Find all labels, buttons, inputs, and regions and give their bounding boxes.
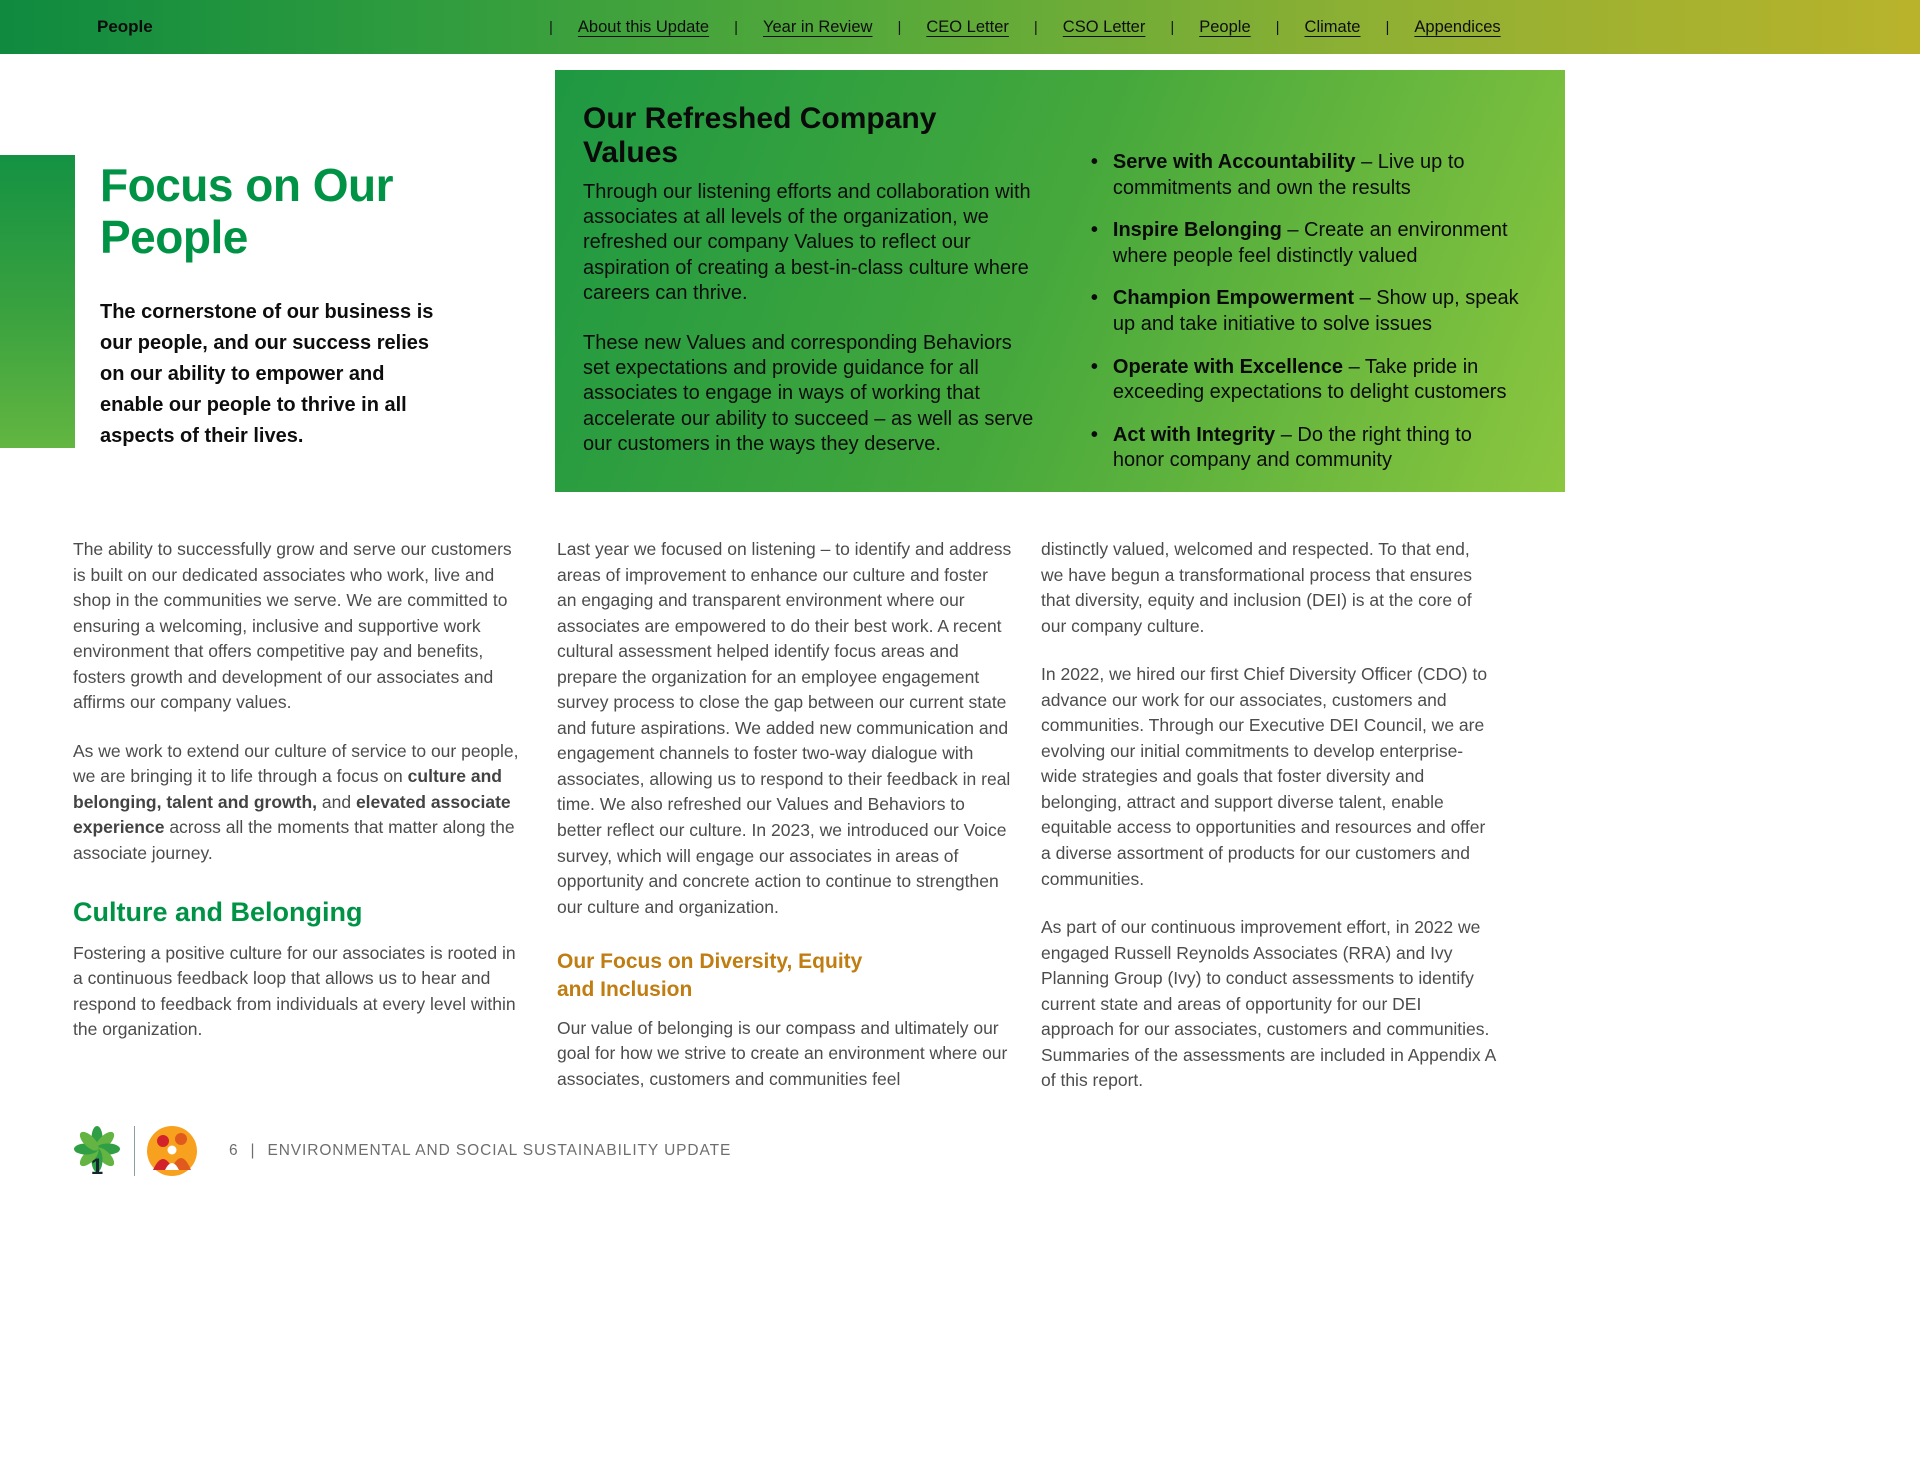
page-number: 6 xyxy=(229,1142,239,1159)
paragraph: distinctly valued, welcomed and respected. To that end, we have begun a transformational process that ensures that diversity, equity and inclusion (DEI) is at the core of our company culture. xyxy=(1041,539,1472,636)
values-list xyxy=(1089,150,1525,474)
value-desc: – Create an environment where people feel distinctly valued xyxy=(1112,219,1508,267)
value-name: Serve with Accountability xyxy=(1112,151,1356,173)
nav-link-cso-letter[interactable]: CSO Letter xyxy=(1062,17,1146,36)
footer-separator: | xyxy=(250,1142,256,1159)
value-desc: – Do the right thing to honor company and community xyxy=(1112,423,1472,472)
value-name: Inspire Belonging xyxy=(1112,219,1282,242)
hero-section xyxy=(100,160,500,452)
nav-current-section-label: People xyxy=(97,17,153,36)
nav-link-ceo-letter[interactable]: CEO Letter xyxy=(926,17,1009,36)
nav-separator: | xyxy=(897,18,902,36)
value-name: Act with Integrity xyxy=(1112,423,1276,446)
bold-text-segment: culture and belonging, talent and growth, xyxy=(73,766,502,812)
nav-links xyxy=(524,0,1501,54)
body-column-2 xyxy=(557,537,1012,1117)
text-segment: As we work to extend our culture of service to our people, we are bringing it to life through a focus on xyxy=(73,740,519,787)
body-column-1 xyxy=(73,537,528,1117)
nav-separator: | xyxy=(734,18,738,36)
page-title-line-2: People xyxy=(100,210,248,263)
value-desc: – Show up, speak up and take initiative to solve issues xyxy=(1112,287,1519,335)
nav-link-appendices[interactable]: Appendices xyxy=(1414,17,1501,36)
nav-separator: | xyxy=(1170,18,1175,36)
value-desc: – Take pride in exceeding expectations to delight customers xyxy=(1112,355,1507,404)
values-panel-list-column xyxy=(1089,100,1525,472)
value-name: Champion Empowerment xyxy=(1112,287,1355,310)
top-nav-bar xyxy=(0,0,1920,54)
nav-separator: | xyxy=(1275,18,1280,36)
footer-report-title: ENVIRONMENTAL AND SOCIAL SUSTAINABILITY UPDATE xyxy=(267,1142,732,1159)
nav-link-year-in-review[interactable]: Year in Review xyxy=(762,17,873,36)
nav-separator: | xyxy=(1033,18,1038,36)
nav-link-about-this-update[interactable]: About this Update xyxy=(577,17,710,36)
paragraph: Our value of belonging is our compass and ultimately our goal for how we strive to create an environment where our associates, customers and communities feel xyxy=(557,1017,1008,1089)
footer-text xyxy=(229,1142,731,1160)
leaf-brand-logo-icon xyxy=(70,1124,124,1178)
values-panel-title: Our Refreshed Company Values xyxy=(583,102,937,169)
nav-link-people[interactable]: People xyxy=(1199,17,1251,36)
page-title xyxy=(100,160,500,263)
values-panel-left-column xyxy=(583,100,1039,466)
nav-separator: | xyxy=(1385,18,1390,36)
values-paragraph-2: These new Values and corresponding Behaviors set expectations and provide guidance for all associates to engage in ways of working that accelerate our ability to succeed – as well as serve our customers in the ways they deserve. xyxy=(583,331,1034,455)
hero-accent-strip xyxy=(0,155,75,448)
family-brand-logo-icon xyxy=(145,1124,199,1178)
value-item-operate-with-excellence xyxy=(1089,355,1525,406)
culture-and-belonging-heading: Culture and Belonging xyxy=(73,896,363,927)
page-footer xyxy=(70,1120,731,1182)
dei-heading: Our Focus on Diversity, Equity and Inclusion xyxy=(557,950,863,1001)
nav-separator: | xyxy=(549,18,553,36)
body-columns xyxy=(73,537,1497,1117)
hero-intro-text: The cornerstone of our business is our people, and our success relies on our ability to empower and enable our people to thrive in all aspects of their lives. xyxy=(100,301,434,448)
value-name: Operate with Excellence xyxy=(1112,355,1344,378)
paragraph: Fostering a positive culture for our associates is rooted in a continuous feedback loop that allows us to hear and respond to feedback from individuals at every level within the organization. xyxy=(73,942,516,1040)
svg-text:1: 1 xyxy=(90,1154,104,1178)
value-desc: – Live up to commitments and own the results xyxy=(1112,151,1465,199)
body-column-3 xyxy=(1041,537,1496,1117)
paragraph xyxy=(73,739,528,867)
value-item-act-with-integrity xyxy=(1089,423,1525,474)
text-segment: across all the moments that matter along the associate journey. xyxy=(73,817,515,864)
paragraph: The ability to successfully grow and serve our customers is built on our dedicated associates who work, live and shop in the communities we serve. We are committed to ensuring a welcoming, inclusive and supportive work environment that offers competitive pay and benefits, fosters growth and development of our associates and affirms our company values. xyxy=(73,539,512,713)
page-title-line-1: Focus on Our xyxy=(100,159,393,211)
paragraph: As part of our continuous improvement effort, in 2022 we engaged Russell Reynolds Associates (RRA) and Ivy Planning Group (Ivy) to conduct assessments to identify current state and areas of opportunity for our DEI approach for our associates, customers and communities. Summaries of the assessments are included in Appendix A of this report. xyxy=(1041,917,1496,1091)
value-item-champion-empowerment xyxy=(1089,286,1525,337)
value-item-serve-with-accountability xyxy=(1089,150,1525,201)
paragraph: Last year we focused on listening – to identify and address areas of improvement to enhance our culture and foster an engaging and transparent environment where our associates are empowered to do their best work. A recent cultural assessment helped identify focus areas and prepare the organization for an employee engagement survey process to close the gap between our current state and future aspirations. We added new communication and engagement channels to foster two-way dialogue with associates, allowing us to respond to their feedback in real time. We also refreshed our Values and Behaviors to better reflect our culture. In 2023, we introduced our Voice survey, which will engage our associates in areas of opportunity and concrete action to continue to strengthen our culture and organization. xyxy=(557,539,1012,917)
company-values-panel xyxy=(555,70,1565,492)
value-item-inspire-belonging xyxy=(1089,218,1525,269)
bold-text-segment: elevated associate experience xyxy=(73,791,511,838)
nav-link-climate[interactable]: Climate xyxy=(1304,17,1361,36)
paragraph: In 2022, we hired our first Chief Diversity Officer (CDO) to advance our work for our associates, customers and communities. Through our Executive DEI Council, we are evolving our initial commitments to develop enterprise-wide strategies and goals that foster diversity and belonging, attract and support diverse talent, enable equitable access to opportunities and resources and offer a diverse assortment of products for our customers and communities. xyxy=(1041,664,1488,889)
footer-logo-divider xyxy=(134,1126,135,1176)
text-segment: and xyxy=(317,791,356,812)
values-paragraph-1: Through our listening efforts and collaboration with associates at all levels of the organization, we refreshed our company Values to reflect our aspiration of creating a best-in-class culture where careers can thrive. xyxy=(583,181,1031,304)
